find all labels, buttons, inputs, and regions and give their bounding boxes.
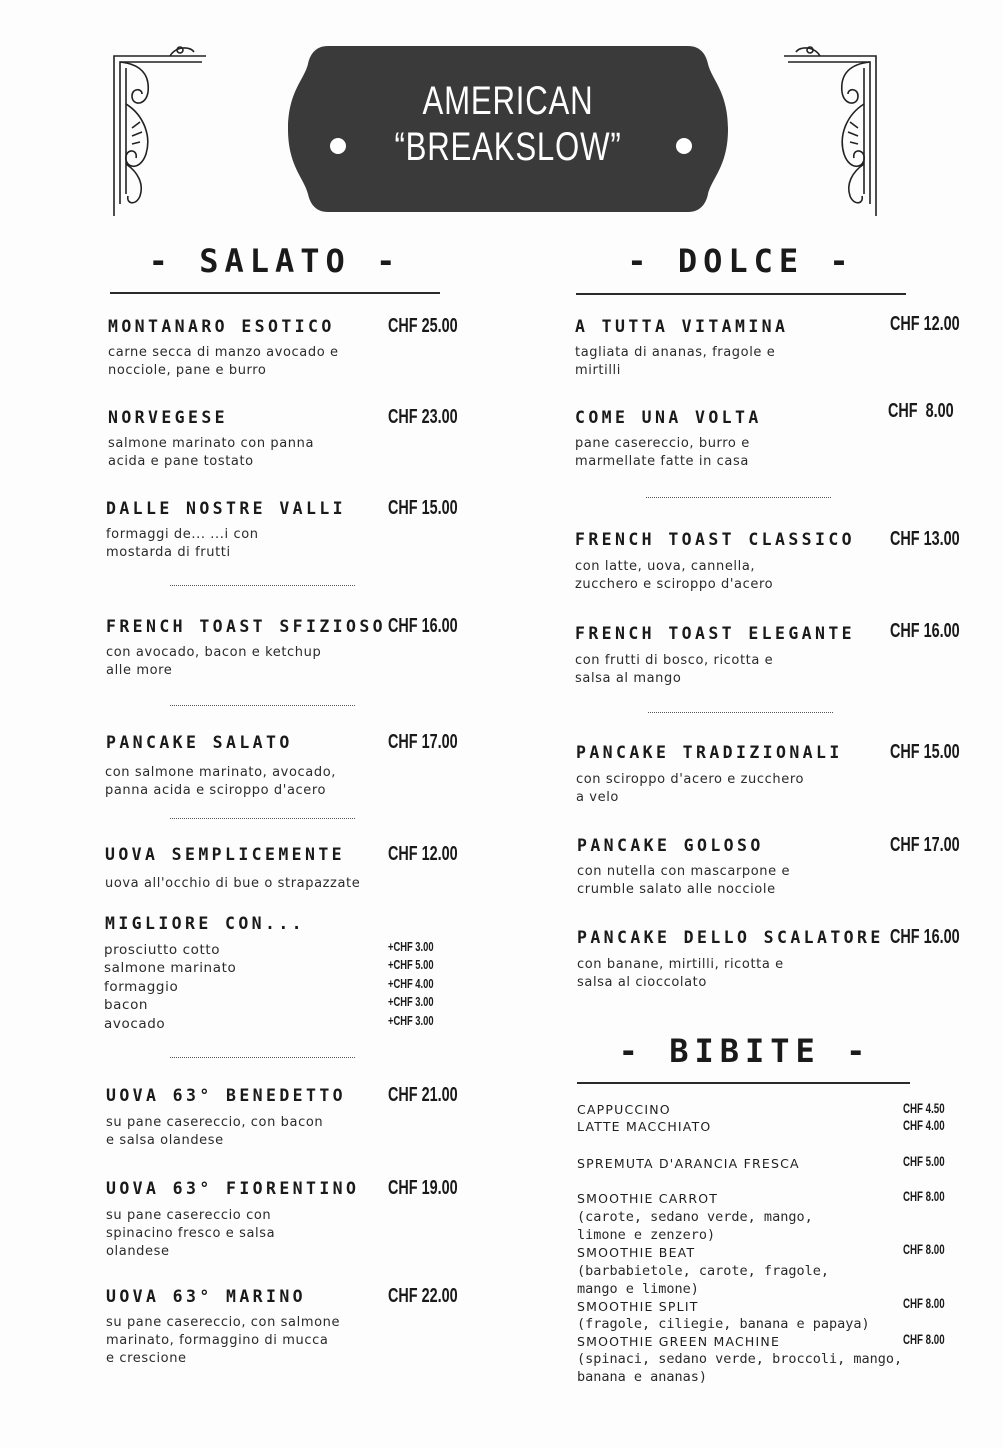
addon-price: +CHF 4.00 <box>388 975 434 991</box>
drink-name: SPREMUTA D'ARANCIA FRESCA <box>577 1156 800 1171</box>
item-price: CHF 12.00 <box>388 843 458 865</box>
drink-price: CHF 8.00 <box>903 1296 945 1311</box>
item-price: CHF 23.00 <box>388 406 458 428</box>
addon-price: +CHF 5.00 <box>388 957 434 973</box>
item-description: salmone marinato con panna acida e pane tostato <box>108 436 315 469</box>
item-name: COME UNA VOLTA <box>575 408 762 427</box>
item-name: FRENCH TOAST CLASSICO <box>575 530 856 549</box>
corner-ornament-right-icon <box>780 44 880 216</box>
menu-title-line-2: “BREAKSLOW” <box>394 125 622 169</box>
addon-label: bacon <box>104 997 149 1014</box>
item-name: NORVEGESE <box>108 408 229 427</box>
item-description: su pane casereccio, con bacon e salsa olandese <box>106 1115 324 1148</box>
addon-label: avocado <box>104 1015 166 1032</box>
section-title-salato: - SALATO - <box>148 242 402 280</box>
item-price: CHF 19.00 <box>388 1177 458 1199</box>
item-description: formaggi de... ...i con mostarda di frutti <box>106 527 259 560</box>
item-price: CHF 16.00 <box>890 926 960 948</box>
dotted-separator <box>170 705 355 706</box>
divider <box>576 293 906 295</box>
item-description: con sciroppo d'acero e zucchero a velo <box>576 772 805 805</box>
drink-ingredients: (barbabietole, carote, fragole, mango e limone) <box>577 1263 829 1297</box>
item-description: su pane casereccio, con salmone marinato, formaggino di mucca e crescione <box>106 1315 341 1366</box>
item-name: DALLE NOSTRE VALLI <box>106 499 347 518</box>
item-price: CHF 12.00 <box>890 313 960 335</box>
drink-name: SMOOTHIE CARROT <box>577 1191 719 1206</box>
drink-name: LATTE MACCHIATO <box>577 1119 712 1134</box>
item-description: uova all'occhio di bue o strapazzate <box>105 876 361 891</box>
addon-label: salmone marinato <box>104 960 237 977</box>
item-price: CHF 16.00 <box>890 620 960 642</box>
item-price: CHF 15.00 <box>388 497 458 519</box>
item-name: UOVA SEMPLICEMENTE <box>105 845 346 864</box>
item-name: FRENCH TOAST SFIZIOSO <box>106 617 387 636</box>
item-description: su pane casereccio con spinacino fresco e salsa olandese <box>106 1208 276 1259</box>
item-name: PANCAKE DELLO SCALATORE <box>577 928 884 947</box>
item-name: UOVA 63° MARINO <box>106 1287 307 1306</box>
drink-ingredients: (spinaci, sedano verde, broccoli, mango, banana e ananas) <box>577 1351 903 1385</box>
dotted-separator <box>648 712 833 713</box>
drink-name: SMOOTHIE SPLIT <box>577 1299 699 1314</box>
item-price: CHF 25.00 <box>388 315 458 337</box>
item-price: CHF 8.00 <box>888 400 954 422</box>
drink-price: CHF 8.00 <box>903 1189 945 1204</box>
addons-list <box>104 941 236 1033</box>
item-price: CHF 13.00 <box>890 528 960 550</box>
addons-title: MIGLIORE CON... <box>105 914 306 933</box>
menu-title <box>336 78 679 170</box>
item-description: con nutella con mascarpone e crumble salato alle nocciole <box>577 864 791 897</box>
drink-name: SMOOTHIE BEAT <box>577 1245 696 1260</box>
addon-price: +CHF 3.00 <box>388 939 434 954</box>
drink-price: CHF 8.00 <box>903 1242 945 1257</box>
item-price: CHF 22.00 <box>388 1285 458 1307</box>
divider <box>110 292 440 294</box>
addon-price: +CHF 3.00 <box>388 994 434 1010</box>
drink-price: CHF 5.00 <box>903 1154 945 1169</box>
item-name: MONTANARO ESOTICO <box>108 317 335 336</box>
section-title-dolce: - DOLCE - <box>627 242 855 280</box>
dotted-separator <box>646 497 831 498</box>
drink-name: CAPPUCCINO <box>577 1102 671 1117</box>
item-description: con banane, mirtilli, ricotta e salsa al cioccolato <box>577 957 784 990</box>
item-description: con frutti di bosco, ricotta e salsa al mango <box>575 653 774 686</box>
drink-name: SMOOTHIE GREEN MACHINE <box>577 1334 781 1349</box>
item-name: PANCAKE GOLOSO <box>577 836 764 855</box>
item-name: A TUTTA VITAMINA <box>575 317 789 336</box>
item-name: UOVA 63° BENEDETTO <box>106 1086 347 1105</box>
item-description: con salmone marinato, avocado, panna acida e sciroppo d'acero <box>105 765 336 798</box>
divider <box>577 1082 910 1084</box>
item-price: CHF 17.00 <box>890 834 960 856</box>
item-name: FRENCH TOAST ELEGANTE <box>575 624 856 643</box>
item-name: PANCAKE SALATO <box>106 733 293 752</box>
drink-ingredients: (carote, sedano verde, mango, limone e zenzero) <box>577 1209 813 1243</box>
dotted-separator <box>170 818 355 819</box>
item-description: tagliata di ananas, fragole e mirtilli <box>575 345 776 378</box>
drink-ingredients: (fragole, ciliegie, banana e papaya) <box>577 1316 870 1332</box>
item-name: PANCAKE TRADIZIONALI <box>576 743 843 762</box>
addons-prices <box>388 938 434 1030</box>
item-description: con latte, uova, cannella, zucchero e sciroppo d'acero <box>575 559 774 592</box>
addon-label: prosciutto cotto <box>104 942 221 958</box>
drink-price: CHF 8.00 <box>903 1332 945 1347</box>
menu-title-line-1: AMERICAN <box>422 79 594 123</box>
addon-label: formaggio <box>104 978 179 995</box>
item-price: CHF 21.00 <box>388 1084 458 1106</box>
drink-price: CHF 4.50 <box>903 1101 945 1116</box>
item-description: pane casereccio, burro e marmellate fatte in casa <box>575 436 750 469</box>
corner-ornament-left-icon <box>110 44 210 216</box>
item-price: CHF 16.00 <box>388 615 458 637</box>
dotted-separator <box>170 1057 355 1058</box>
item-price: CHF 17.00 <box>388 731 458 753</box>
section-title-bibite: - BIBITE - <box>618 1032 872 1070</box>
addon-price: +CHF 3.00 <box>388 1012 434 1028</box>
item-description: carne secca di manzo avocado e nocciole, pane e burro <box>108 345 339 378</box>
item-name: UOVA 63° FIORENTINO <box>106 1179 360 1198</box>
dotted-separator <box>170 585 355 586</box>
item-description: con avocado, bacon e ketchup alle more <box>106 645 322 678</box>
item-price: CHF 15.00 <box>890 741 960 763</box>
drink-price: CHF 4.00 <box>903 1118 945 1133</box>
